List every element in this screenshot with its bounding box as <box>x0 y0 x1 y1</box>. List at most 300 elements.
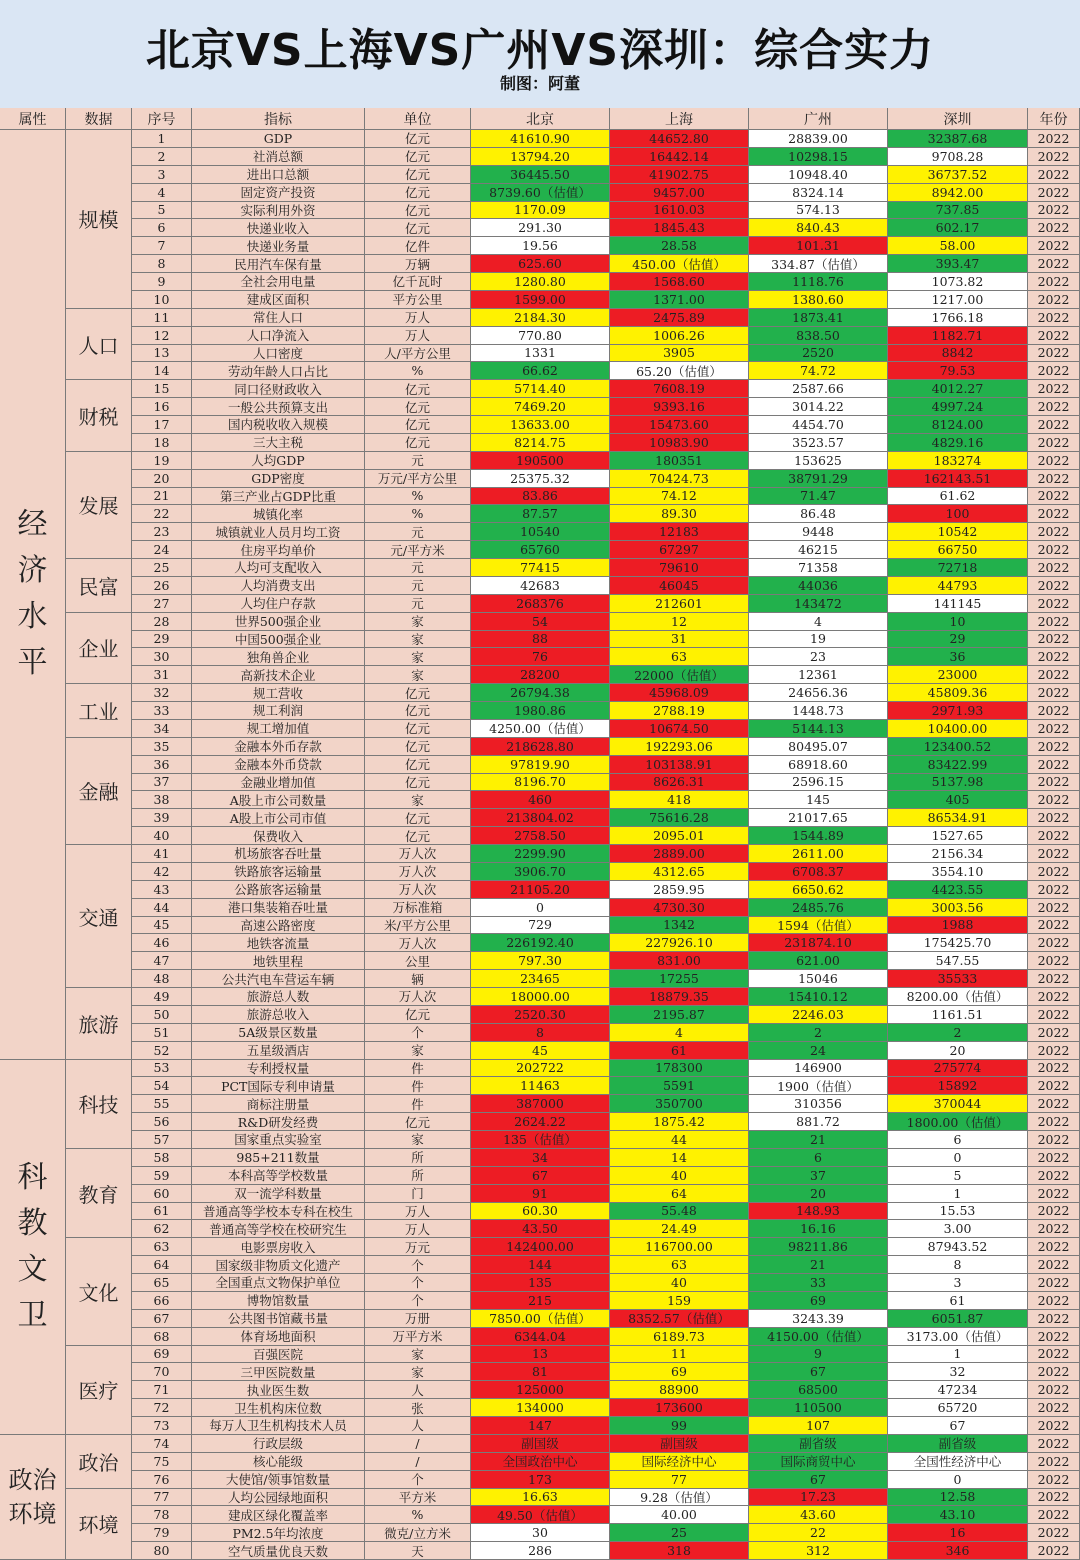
indicator-name: A股上市公司市值 <box>192 809 365 827</box>
row-number: 57 <box>132 1131 192 1149</box>
value-cell-beijing: 797.30 <box>471 952 610 970</box>
column-header: 上海 <box>610 108 749 130</box>
value-cell-shenzhen: 61 <box>888 1292 1028 1310</box>
row-number: 31 <box>132 666 192 684</box>
value-cell-shenzhen: 405 <box>888 791 1028 809</box>
year-cell: 2022 <box>1028 505 1080 523</box>
value-cell-beijing: 13794.20 <box>471 148 610 166</box>
value-cell-beijing: 2520.30 <box>471 1006 610 1024</box>
year-cell: 2022 <box>1028 1113 1080 1131</box>
value-cell-beijing: 135 <box>471 1274 610 1292</box>
year-cell: 2022 <box>1028 291 1080 309</box>
value-cell-shenzhen: 83422.99 <box>888 756 1028 774</box>
row-number: 74 <box>132 1435 192 1453</box>
indicator-name: 公共汽电车营运车辆 <box>192 970 365 988</box>
value-cell-shanghai: 44 <box>610 1131 749 1149</box>
indicator-name: 体育场地面积 <box>192 1328 365 1346</box>
unit-label: 所 <box>365 1167 471 1185</box>
unit-label: 亿元 <box>365 184 471 202</box>
value-cell-beijing: 7469.20 <box>471 398 610 416</box>
value-cell-guangzhou: 24 <box>749 1042 888 1060</box>
value-cell-shanghai: 28.58 <box>610 237 749 255</box>
unit-label: 家 <box>365 1346 471 1364</box>
unit-label: 个 <box>365 1274 471 1292</box>
year-cell: 2022 <box>1028 1435 1080 1453</box>
value-cell-guangzhou: 67 <box>749 1363 888 1381</box>
indicator-name: 高速公路密度 <box>192 917 365 935</box>
value-cell-shanghai: 2788.19 <box>610 702 749 720</box>
value-cell-shenzhen: 1073.82 <box>888 273 1028 291</box>
row-number: 50 <box>132 1006 192 1024</box>
unit-label: 万人次 <box>365 881 471 899</box>
indicator-name: 规工利润 <box>192 702 365 720</box>
value-cell-shanghai: 4 <box>610 1024 749 1042</box>
indicator-name: 城镇化率 <box>192 505 365 523</box>
row-number: 24 <box>132 541 192 559</box>
group-label: 交通 <box>66 845 132 988</box>
unit-label: / <box>365 1435 471 1453</box>
value-cell-beijing: 625.60 <box>471 255 610 273</box>
column-header: 数据 <box>66 108 132 130</box>
value-cell-shanghai: 24.49 <box>610 1220 749 1238</box>
indicator-name: 旅游总收入 <box>192 1006 365 1024</box>
indicator-name: 人均公园绿地面积 <box>192 1489 365 1507</box>
row-number: 7 <box>132 237 192 255</box>
year-cell: 2022 <box>1028 613 1080 631</box>
year-cell: 2022 <box>1028 845 1080 863</box>
value-cell-shenzhen: 2156.34 <box>888 845 1028 863</box>
indicator-name: 保费收入 <box>192 827 365 845</box>
indicator-name: 5A级景区数量 <box>192 1024 365 1042</box>
year-cell: 2022 <box>1028 309 1080 327</box>
value-cell-guangzhou: 71358 <box>749 559 888 577</box>
unit-label: 个 <box>365 1256 471 1274</box>
value-cell-guangzhou: 68918.60 <box>749 756 888 774</box>
row-number: 27 <box>132 595 192 613</box>
value-cell-guangzhou: 98211.86 <box>749 1238 888 1256</box>
value-cell-shanghai: 6189.73 <box>610 1328 749 1346</box>
value-cell-shenzhen: 全国性经济中心 <box>888 1453 1028 1471</box>
year-cell: 2022 <box>1028 398 1080 416</box>
indicator-name: 人均住户存款 <box>192 595 365 613</box>
year-cell: 2022 <box>1028 523 1080 541</box>
value-cell-guangzhou: 4 <box>749 613 888 631</box>
year-cell: 2022 <box>1028 1471 1080 1489</box>
value-cell-guangzhou: 6650.62 <box>749 881 888 899</box>
category-label-text: 经济水平 <box>17 507 48 681</box>
value-cell-shenzhen: 10400.00 <box>888 720 1028 738</box>
value-cell-guangzhou: 21 <box>749 1131 888 1149</box>
value-cell-shanghai: 192293.06 <box>610 738 749 756</box>
value-cell-guangzhou: 17.23 <box>749 1489 888 1507</box>
value-cell-guangzhou: 71.47 <box>749 488 888 506</box>
group-label: 科技 <box>66 1060 132 1149</box>
value-cell-shenzhen: 29 <box>888 631 1028 649</box>
indicator-name: 城镇就业人员月均工资 <box>192 523 365 541</box>
indicator-name: 商标注册量 <box>192 1095 365 1113</box>
value-cell-shanghai: 79610 <box>610 559 749 577</box>
row-number: 69 <box>132 1346 192 1364</box>
value-cell-guangzhou: 4150.00（估值） <box>749 1328 888 1346</box>
row-number: 18 <box>132 434 192 452</box>
indicator-name: GDP <box>192 130 365 148</box>
value-cell-beijing: 34 <box>471 1149 610 1167</box>
value-cell-beijing: 387000 <box>471 1095 610 1113</box>
value-cell-shenzhen: 141145 <box>888 595 1028 613</box>
value-cell-shenzhen: 8 <box>888 1256 1028 1274</box>
row-number: 54 <box>132 1077 192 1095</box>
row-number: 66 <box>132 1292 192 1310</box>
value-cell-beijing: 770.80 <box>471 327 610 345</box>
value-cell-guangzhou: 145 <box>749 791 888 809</box>
value-cell-shenzhen: 183274 <box>888 452 1028 470</box>
unit-label: 万元 <box>365 1238 471 1256</box>
unit-label: 亿元 <box>365 434 471 452</box>
value-cell-beijing: 83.86 <box>471 488 610 506</box>
value-cell-shanghai: 227926.10 <box>610 934 749 952</box>
value-cell-guangzhou: 20 <box>749 1185 888 1203</box>
value-cell-beijing: 13633.00 <box>471 416 610 434</box>
row-number: 5 <box>132 202 192 220</box>
row-number: 26 <box>132 577 192 595</box>
value-cell-beijing: 66.62 <box>471 362 610 380</box>
value-cell-shenzhen: 100 <box>888 505 1028 523</box>
column-header: 序号 <box>132 108 192 130</box>
category-label <box>0 130 66 1060</box>
value-cell-shenzhen: 8842 <box>888 345 1028 363</box>
value-cell-shenzhen: 1766.18 <box>888 309 1028 327</box>
row-number: 23 <box>132 523 192 541</box>
indicator-name: 全社会用电量 <box>192 273 365 291</box>
value-cell-guangzhou: 2596.15 <box>749 774 888 792</box>
value-cell-shanghai: 831.00 <box>610 952 749 970</box>
year-cell: 2022 <box>1028 273 1080 291</box>
indicator-name: 中国500强企业 <box>192 631 365 649</box>
indicator-name: 五星级酒店 <box>192 1042 365 1060</box>
unit-label: 万元/平方公里 <box>365 470 471 488</box>
row-number: 22 <box>132 505 192 523</box>
year-cell: 2022 <box>1028 202 1080 220</box>
value-cell-beijing: 460 <box>471 791 610 809</box>
unit-label: 微克/立方米 <box>365 1524 471 1542</box>
unit-label: 门 <box>365 1185 471 1203</box>
value-cell-shenzhen: 8124.00 <box>888 416 1028 434</box>
year-cell: 2022 <box>1028 1524 1080 1542</box>
value-cell-guangzhou: 1873.41 <box>749 309 888 327</box>
year-cell: 2022 <box>1028 1363 1080 1381</box>
row-number: 71 <box>132 1381 192 1399</box>
year-cell: 2022 <box>1028 1006 1080 1024</box>
row-number: 61 <box>132 1203 192 1221</box>
value-cell-shenzhen: 9708.28 <box>888 148 1028 166</box>
row-number: 13 <box>132 345 192 363</box>
unit-label: 人 <box>365 1417 471 1435</box>
row-number: 32 <box>132 684 192 702</box>
unit-label: 家 <box>365 791 471 809</box>
page-title: 北京VS上海VS广州VS深圳：综合实力 <box>145 25 935 76</box>
column-header: 属性 <box>0 108 66 130</box>
row-number: 46 <box>132 934 192 952</box>
row-number: 45 <box>132 917 192 935</box>
value-cell-guangzhou: 6 <box>749 1149 888 1167</box>
year-cell: 2022 <box>1028 1024 1080 1042</box>
value-cell-shanghai: 副国级 <box>610 1435 749 1453</box>
value-cell-beijing: 25375.32 <box>471 470 610 488</box>
indicator-name: 地铁客流量 <box>192 934 365 952</box>
value-cell-beijing: 18000.00 <box>471 988 610 1006</box>
value-cell-shenzhen: 602.17 <box>888 219 1028 237</box>
indicator-name: 铁路旅客运输量 <box>192 863 365 881</box>
value-cell-shanghai: 63 <box>610 1256 749 1274</box>
value-cell-shanghai: 2859.95 <box>610 881 749 899</box>
indicator-name: PCT国际专利申请量 <box>192 1077 365 1095</box>
value-cell-shanghai: 3905 <box>610 345 749 363</box>
year-cell: 2022 <box>1028 1399 1080 1417</box>
year-cell: 2022 <box>1028 1256 1080 1274</box>
unit-label: 平方公里 <box>365 291 471 309</box>
value-cell-beijing: 173 <box>471 1471 610 1489</box>
value-cell-guangzhou: 1380.60 <box>749 291 888 309</box>
value-cell-beijing: 21105.20 <box>471 881 610 899</box>
value-cell-guangzhou: 23 <box>749 648 888 666</box>
value-cell-shenzhen: 3 <box>888 1274 1028 1292</box>
unit-label: 元 <box>365 559 471 577</box>
year-cell: 2022 <box>1028 899 1080 917</box>
value-cell-guangzhou: 16.16 <box>749 1220 888 1238</box>
value-cell-shenzhen: 86534.91 <box>888 809 1028 827</box>
group-label: 环境 <box>66 1489 132 1560</box>
value-cell-shanghai: 15473.60 <box>610 416 749 434</box>
value-cell-shenzhen: 87943.52 <box>888 1238 1028 1256</box>
unit-label: 亿元 <box>365 774 471 792</box>
unit-label: 家 <box>365 613 471 631</box>
value-cell-guangzhou: 15410.12 <box>749 988 888 1006</box>
year-cell: 2022 <box>1028 1131 1080 1149</box>
value-cell-beijing: 125000 <box>471 1381 610 1399</box>
value-cell-shanghai: 国际经济中心 <box>610 1453 749 1471</box>
value-cell-beijing: 1599.00 <box>471 291 610 309</box>
value-cell-shanghai: 8626.31 <box>610 774 749 792</box>
indicator-name: 住房平均单价 <box>192 541 365 559</box>
year-cell: 2022 <box>1028 1489 1080 1507</box>
value-cell-beijing: 45 <box>471 1042 610 1060</box>
value-cell-shanghai: 7608.19 <box>610 380 749 398</box>
indicator-name: 独角兽企业 <box>192 648 365 666</box>
value-cell-guangzhou: 24656.36 <box>749 684 888 702</box>
year-cell: 2022 <box>1028 1328 1080 1346</box>
unit-label: 张 <box>365 1399 471 1417</box>
column-header: 年份 <box>1028 108 1080 130</box>
indicator-name: 快递业收入 <box>192 219 365 237</box>
value-cell-shanghai: 44652.80 <box>610 130 749 148</box>
value-cell-shenzhen: 43.10 <box>888 1506 1028 1524</box>
indicator-name: 金融本外币存款 <box>192 738 365 756</box>
indicator-name: 金融业增加值 <box>192 774 365 792</box>
value-cell-beijing: 2299.90 <box>471 845 610 863</box>
unit-label: 个 <box>365 1471 471 1489</box>
value-cell-shenzhen: 1182.71 <box>888 327 1028 345</box>
row-number: 35 <box>132 738 192 756</box>
unit-label: % <box>365 1506 471 1524</box>
value-cell-guangzhou: 1118.76 <box>749 273 888 291</box>
value-cell-shenzhen: 3003.56 <box>888 899 1028 917</box>
year-cell: 2022 <box>1028 577 1080 595</box>
value-cell-shanghai: 159 <box>610 1292 749 1310</box>
indicator-name: 世界500强企业 <box>192 613 365 631</box>
value-cell-guangzhou: 312 <box>749 1542 888 1560</box>
year-cell: 2022 <box>1028 863 1080 881</box>
year-cell: 2022 <box>1028 541 1080 559</box>
unit-label: 件 <box>365 1095 471 1113</box>
value-cell-shenzhen: 10542 <box>888 523 1028 541</box>
value-cell-beijing: 144 <box>471 1256 610 1274</box>
value-cell-beijing: 8 <box>471 1024 610 1042</box>
row-number: 56 <box>132 1113 192 1131</box>
year-cell: 2022 <box>1028 684 1080 702</box>
value-cell-guangzhou: 副省级 <box>749 1435 888 1453</box>
value-cell-guangzhou: 10298.15 <box>749 148 888 166</box>
value-cell-guangzhou: 国际商贸中心 <box>749 1453 888 1471</box>
value-cell-beijing: 91 <box>471 1185 610 1203</box>
value-cell-guangzhou: 574.13 <box>749 202 888 220</box>
year-cell: 2022 <box>1028 130 1080 148</box>
row-number: 29 <box>132 631 192 649</box>
year-cell: 2022 <box>1028 791 1080 809</box>
value-cell-shanghai: 65.20（估值） <box>610 362 749 380</box>
value-cell-shenzhen: 副省级 <box>888 1435 1028 1453</box>
unit-label: 元 <box>365 577 471 595</box>
category-label <box>0 1060 66 1435</box>
value-cell-shanghai: 1875.42 <box>610 1113 749 1131</box>
value-cell-guangzhou: 840.43 <box>749 219 888 237</box>
value-cell-shanghai: 14 <box>610 1149 749 1167</box>
year-cell: 2022 <box>1028 327 1080 345</box>
group-label: 财税 <box>66 380 132 452</box>
value-cell-guangzhou: 146900 <box>749 1060 888 1078</box>
value-cell-shanghai: 9393.16 <box>610 398 749 416</box>
value-cell-guangzhou: 148.93 <box>749 1203 888 1221</box>
unit-label: 人 <box>365 1381 471 1399</box>
value-cell-beijing: 134000 <box>471 1399 610 1417</box>
value-cell-beijing: 268376 <box>471 595 610 613</box>
unit-label: 万人 <box>365 327 471 345</box>
value-cell-beijing: 4250.00（估值） <box>471 720 610 738</box>
row-number: 72 <box>132 1399 192 1417</box>
value-cell-shenzhen: 1527.65 <box>888 827 1028 845</box>
year-cell: 2022 <box>1028 1417 1080 1435</box>
value-cell-beijing: 2758.50 <box>471 827 610 845</box>
year-cell: 2022 <box>1028 1274 1080 1292</box>
row-number: 42 <box>132 863 192 881</box>
value-cell-guangzhou: 9448 <box>749 523 888 541</box>
row-number: 16 <box>132 398 192 416</box>
unit-label: 人/平方公里 <box>365 345 471 363</box>
value-cell-shanghai: 12183 <box>610 523 749 541</box>
row-number: 41 <box>132 845 192 863</box>
unit-label: 亿元 <box>365 416 471 434</box>
year-cell: 2022 <box>1028 648 1080 666</box>
unit-label: 亿元 <box>365 756 471 774</box>
value-cell-guangzhou: 38791.29 <box>749 470 888 488</box>
row-number: 59 <box>132 1167 192 1185</box>
value-cell-beijing: 1331 <box>471 345 610 363</box>
value-cell-guangzhou: 2246.03 <box>749 1006 888 1024</box>
year-cell: 2022 <box>1028 988 1080 1006</box>
year-cell: 2022 <box>1028 1149 1080 1167</box>
value-cell-shanghai: 8352.57（估值） <box>610 1310 749 1328</box>
indicator-name: 双一流学科数量 <box>192 1185 365 1203</box>
group-label: 人口 <box>66 309 132 381</box>
indicator-name: 普通高等学校在校研究生 <box>192 1220 365 1238</box>
value-cell-shanghai: 25 <box>610 1524 749 1542</box>
value-cell-beijing: 54 <box>471 613 610 631</box>
value-cell-beijing: 1170.09 <box>471 202 610 220</box>
year-cell: 2022 <box>1028 1060 1080 1078</box>
value-cell-shenzhen: 72718 <box>888 559 1028 577</box>
value-cell-beijing: 全国政治中心 <box>471 1453 610 1471</box>
value-cell-beijing: 8214.75 <box>471 434 610 452</box>
value-cell-shanghai: 2095.01 <box>610 827 749 845</box>
value-cell-shenzhen: 12.58 <box>888 1489 1028 1507</box>
value-cell-beijing: 41610.90 <box>471 130 610 148</box>
year-cell: 2022 <box>1028 1292 1080 1310</box>
year-cell: 2022 <box>1028 595 1080 613</box>
group-label: 民富 <box>66 559 132 613</box>
unit-label: 亿元 <box>365 166 471 184</box>
value-cell-beijing: 16.63 <box>471 1489 610 1507</box>
value-cell-shanghai: 350700 <box>610 1095 749 1113</box>
value-cell-shenzhen: 47234 <box>888 1381 1028 1399</box>
value-cell-guangzhou: 22 <box>749 1524 888 1542</box>
value-cell-beijing: 36445.50 <box>471 166 610 184</box>
value-cell-shenzhen: 737.85 <box>888 202 1028 220</box>
value-cell-shanghai: 17255 <box>610 970 749 988</box>
value-cell-shanghai: 63 <box>610 648 749 666</box>
group-label: 医疗 <box>66 1346 132 1435</box>
year-cell: 2022 <box>1028 470 1080 488</box>
year-cell: 2022 <box>1028 362 1080 380</box>
unit-label: 个 <box>365 1292 471 1310</box>
indicator-name: 高新技术企业 <box>192 666 365 684</box>
year-cell: 2022 <box>1028 1042 1080 1060</box>
row-number: 6 <box>132 219 192 237</box>
unit-label: 万辆 <box>365 255 471 273</box>
value-cell-shanghai: 45968.09 <box>610 684 749 702</box>
value-cell-beijing: 49.50（估值） <box>471 1506 610 1524</box>
year-cell: 2022 <box>1028 631 1080 649</box>
unit-label: 万人次 <box>365 934 471 952</box>
value-cell-beijing: 2624.22 <box>471 1113 610 1131</box>
value-cell-guangzhou: 44036 <box>749 577 888 595</box>
indicator-name: 博物馆数量 <box>192 1292 365 1310</box>
row-number: 3 <box>132 166 192 184</box>
unit-label: 米/平方公里 <box>365 917 471 935</box>
unit-label: 家 <box>365 631 471 649</box>
value-cell-shanghai: 40 <box>610 1274 749 1292</box>
row-number: 47 <box>132 952 192 970</box>
value-cell-beijing: 43.50 <box>471 1220 610 1238</box>
year-cell: 2022 <box>1028 1203 1080 1221</box>
row-number: 73 <box>132 1417 192 1435</box>
value-cell-beijing: 147 <box>471 1417 610 1435</box>
row-number: 17 <box>132 416 192 434</box>
indicator-name: PM2.5年均浓度 <box>192 1524 365 1542</box>
indicator-name: 行政层级 <box>192 1435 365 1453</box>
value-cell-beijing: 729 <box>471 917 610 935</box>
value-cell-shanghai: 12 <box>610 613 749 631</box>
value-cell-shenzhen: 45809.36 <box>888 684 1028 702</box>
value-cell-guangzhou: 107 <box>749 1417 888 1435</box>
